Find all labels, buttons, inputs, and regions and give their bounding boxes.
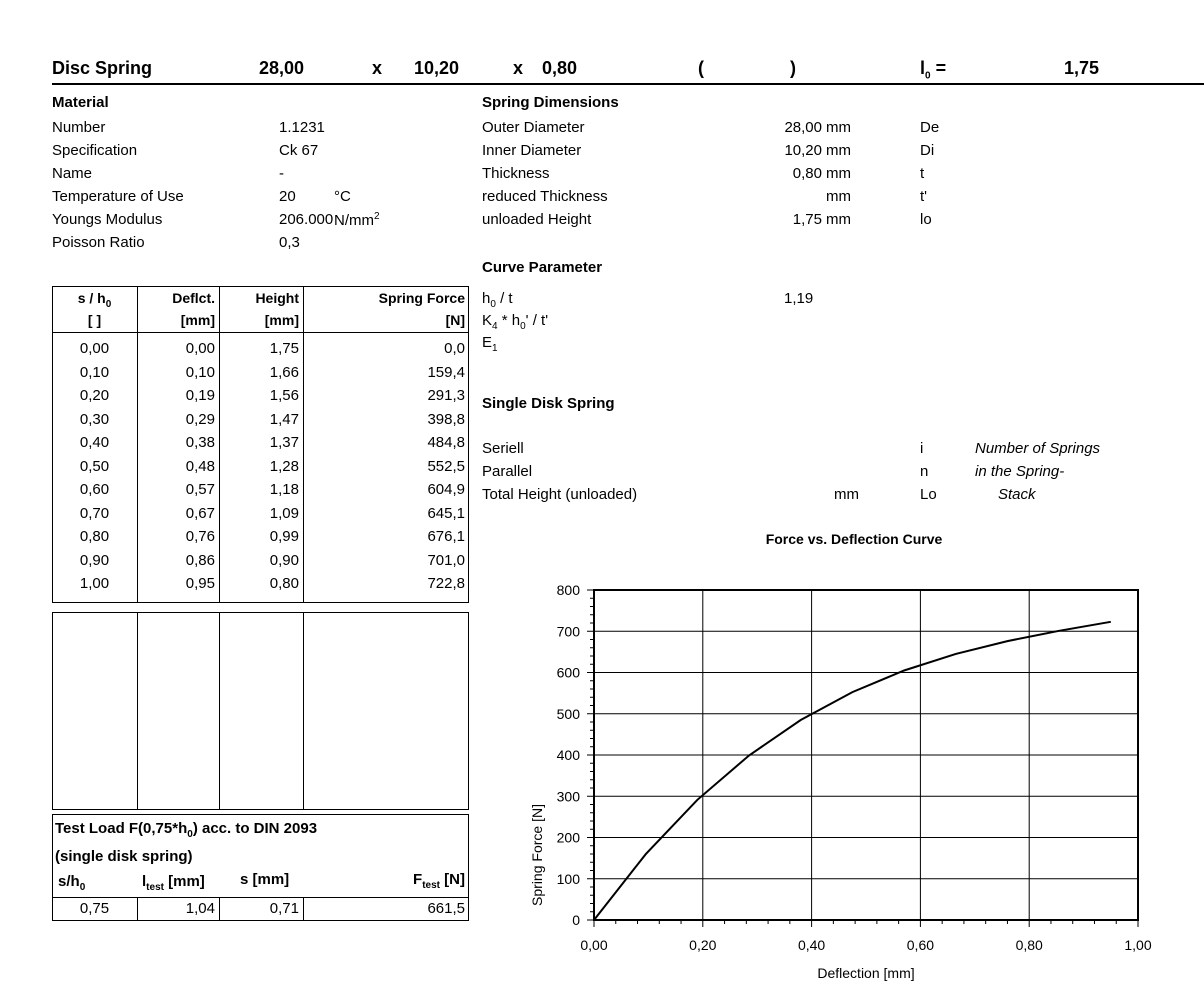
table-cell: 0,80 bbox=[269, 575, 299, 592]
dim-unit: mm bbox=[826, 188, 851, 205]
test-col-ftest: $F_{test}$ [N] bbox=[413, 871, 465, 891]
test-val-ltest: 1,04 bbox=[185, 900, 215, 917]
y-axis-label: Spring Force [N] bbox=[529, 804, 545, 906]
table-cell: 0,0 bbox=[444, 340, 465, 357]
material-label: Name bbox=[52, 165, 93, 182]
test-load-title: Test Load $F(0,75*h_0)$ acc. to DIN 2093 bbox=[55, 820, 318, 840]
material-value: 20 bbox=[279, 188, 296, 205]
table-cell: 0,10 bbox=[79, 363, 110, 381]
dim-symbol: t bbox=[920, 165, 925, 182]
parallel-label: Parallel bbox=[482, 463, 533, 480]
table-cell: 552,5 bbox=[427, 457, 465, 475]
table-cell: 0,19 bbox=[185, 387, 215, 404]
table-cell: 0,10 bbox=[185, 363, 215, 381]
header-inner-diameter: 10,20 bbox=[414, 58, 460, 78]
h0-t-label: $h_0$ / t bbox=[482, 290, 513, 310]
table-cell: 1,47 bbox=[269, 410, 299, 428]
table-cell: 0,90 bbox=[269, 551, 299, 569]
material-label: Youngs Modulus bbox=[52, 211, 163, 228]
table-cell: 0,20 bbox=[79, 387, 110, 404]
dim-unit: mm bbox=[826, 211, 851, 228]
table-cell: 291,3 bbox=[427, 387, 465, 404]
total-height-symbol: Lo bbox=[920, 486, 937, 503]
table-cell: 1,18 bbox=[269, 481, 299, 498]
test-col-ltest: $l_{test}$ [mm] bbox=[142, 873, 205, 893]
x-tick-label: 0,80 bbox=[1015, 937, 1043, 953]
note-line-2: in the Spring- bbox=[975, 463, 1065, 480]
col-unit-deflection: [mm] bbox=[180, 312, 215, 328]
table-cell: 0,60 bbox=[79, 481, 110, 498]
header-x1: x bbox=[372, 58, 383, 78]
material-value: Ck 67 bbox=[279, 142, 319, 159]
material-label: Number bbox=[52, 119, 106, 136]
table-cell: 0,48 bbox=[185, 457, 215, 475]
header-outer-diameter: 28,00 bbox=[259, 58, 305, 78]
y-tick-label: 600 bbox=[556, 664, 580, 681]
material-heading: Material bbox=[52, 94, 109, 111]
col-header-deflection: Deflct. bbox=[172, 290, 215, 306]
y-tick-label: 400 bbox=[556, 747, 580, 763]
seriell-symbol: i bbox=[920, 440, 924, 457]
table-cell: 645,1 bbox=[427, 504, 465, 522]
table-cell: 0,00 bbox=[79, 340, 110, 357]
dim-label: Inner Diameter bbox=[482, 142, 582, 159]
material-value: 0,3 bbox=[279, 234, 300, 251]
curve-param-heading: Curve Parameter bbox=[482, 259, 603, 276]
table-cell: 0,57 bbox=[185, 481, 215, 498]
y-tick-label: 300 bbox=[556, 788, 580, 805]
x-axis-label: Deflection [mm] bbox=[817, 965, 915, 981]
dim-symbol: De bbox=[920, 119, 940, 136]
material-label: Temperature of Use bbox=[52, 188, 184, 205]
test-col-s: s [mm] bbox=[240, 871, 290, 888]
force-curve-line bbox=[594, 622, 1111, 920]
dim-symbol: Di bbox=[920, 142, 935, 159]
material-value: 206.000 bbox=[279, 211, 334, 228]
test-col-s-h0: $s/h_0$ bbox=[58, 873, 86, 893]
dim-label: Outer Diameter bbox=[482, 119, 585, 136]
table-cell: 0,50 bbox=[79, 457, 110, 475]
parallel-symbol: n bbox=[920, 463, 929, 480]
y-tick-label: 100 bbox=[556, 870, 580, 887]
table-cell: 398,8 bbox=[427, 410, 465, 428]
table-cell: 0,40 bbox=[79, 434, 110, 451]
col-unit-force: [N] bbox=[445, 312, 465, 328]
dim-value: 28,00 bbox=[784, 119, 822, 136]
y-tick-label: 0 bbox=[572, 912, 580, 928]
y-tick-label: 200 bbox=[556, 829, 580, 846]
col-unit-height: [mm] bbox=[264, 312, 299, 328]
table-cell: 676,1 bbox=[427, 528, 465, 545]
table-cell: 1,00 bbox=[79, 575, 110, 592]
y-tick-label: 700 bbox=[556, 623, 580, 640]
table-cell: 0,80 bbox=[79, 528, 110, 545]
dim-symbol: lo bbox=[920, 211, 932, 228]
dim-label: Thickness bbox=[482, 165, 550, 182]
table-cell: 0,30 bbox=[79, 410, 110, 428]
dim-value: 1,75 bbox=[792, 211, 822, 228]
dim-symbol: t' bbox=[920, 188, 928, 205]
test-val-s: 0,71 bbox=[269, 900, 299, 917]
header-title: Disc Spring bbox=[52, 58, 153, 78]
table-cell: 0,86 bbox=[185, 551, 215, 569]
x-tick-label: 0,00 bbox=[580, 937, 608, 953]
table-cell: 1,09 bbox=[269, 504, 299, 522]
table-cell: 0,90 bbox=[79, 551, 110, 569]
header-x2: x bbox=[513, 58, 524, 78]
chart-title: Force vs. Deflection Curve bbox=[765, 531, 943, 547]
table-cell: 0,38 bbox=[185, 434, 215, 451]
x-tick-label: 0,40 bbox=[797, 937, 826, 953]
y-tick-label: 800 bbox=[556, 582, 580, 598]
table-cell: 1,75 bbox=[269, 340, 299, 357]
dim-label: reduced Thickness bbox=[482, 188, 608, 205]
table-cell: 604,9 bbox=[427, 481, 465, 498]
col-header-s-h0: s / $h_0$ bbox=[77, 290, 112, 310]
table-cell: 0,99 bbox=[269, 528, 299, 545]
header-l0-value: 1,75 bbox=[1064, 58, 1100, 78]
dim-value: 0,80 bbox=[792, 165, 822, 182]
dim-unit: mm bbox=[826, 165, 851, 182]
table-cell: 0,00 bbox=[185, 340, 215, 357]
dimensions-heading: Spring Dimensions bbox=[482, 94, 619, 111]
table-cell: 1,56 bbox=[269, 387, 299, 404]
col-unit-s-h0: [ ] bbox=[87, 312, 102, 328]
test-val-ftest: 661,5 bbox=[427, 900, 465, 917]
total-height-unit: mm bbox=[834, 486, 859, 503]
col-header-height: Height bbox=[255, 290, 299, 306]
table-cell: 0,70 bbox=[79, 504, 110, 522]
header-thickness: 0,80 bbox=[542, 58, 578, 78]
material-value: - bbox=[279, 165, 284, 182]
table-cell: 722,8 bbox=[427, 575, 465, 592]
material-value: 1.1231 bbox=[279, 119, 325, 136]
table-cell: 0,29 bbox=[185, 410, 215, 428]
table-cell: 701,0 bbox=[427, 551, 465, 569]
seriell-label: Seriell bbox=[482, 440, 524, 457]
col-header-force: Spring Force bbox=[378, 290, 465, 306]
table-cell: 1,66 bbox=[269, 363, 299, 381]
table-cell: 1,37 bbox=[269, 434, 299, 451]
h0-t-value: 1,19 bbox=[784, 290, 814, 307]
single-heading: Single Disk Spring bbox=[482, 395, 615, 412]
header-paren-close: ) bbox=[790, 58, 796, 78]
x-tick-label: 0,60 bbox=[906, 937, 935, 953]
e1-label: $E_1$ bbox=[482, 334, 498, 354]
dim-label: unloaded Height bbox=[482, 211, 592, 228]
header-paren-open: ( bbox=[698, 58, 704, 78]
test-load-subtitle: (single disk spring) bbox=[55, 848, 193, 865]
material-unit: $N/mm^2$ bbox=[334, 211, 380, 229]
x-tick-label: 1,00 bbox=[1124, 937, 1152, 953]
note-line-1: Number of Springs bbox=[975, 440, 1101, 457]
x-tick-label: 0,20 bbox=[689, 937, 717, 953]
test-val-s-h0: 0,75 bbox=[79, 900, 110, 917]
table-cell: 0,76 bbox=[185, 528, 215, 545]
table-cell: 484,8 bbox=[427, 434, 465, 451]
dim-value: 10,20 bbox=[784, 142, 822, 159]
table-cell: 159,4 bbox=[427, 363, 465, 381]
total-height-label: Total Height (unloaded) bbox=[482, 486, 638, 503]
material-unit: °C bbox=[334, 188, 351, 205]
table-cell: 1,28 bbox=[269, 457, 299, 475]
k4-label: $K_4 * h_0'$ / t' bbox=[482, 312, 549, 332]
material-label: Specification bbox=[52, 142, 138, 159]
material-label: Poisson Ratio bbox=[52, 234, 145, 251]
table-cell: 0,95 bbox=[185, 575, 215, 592]
note-line-3: Stack bbox=[998, 486, 1036, 503]
dim-unit: mm bbox=[826, 142, 851, 159]
dim-unit: mm bbox=[826, 119, 851, 136]
table-cell: 0,67 bbox=[185, 504, 215, 522]
y-tick-label: 500 bbox=[556, 705, 580, 722]
header-l0-label: $l_0$ = bbox=[920, 58, 947, 82]
